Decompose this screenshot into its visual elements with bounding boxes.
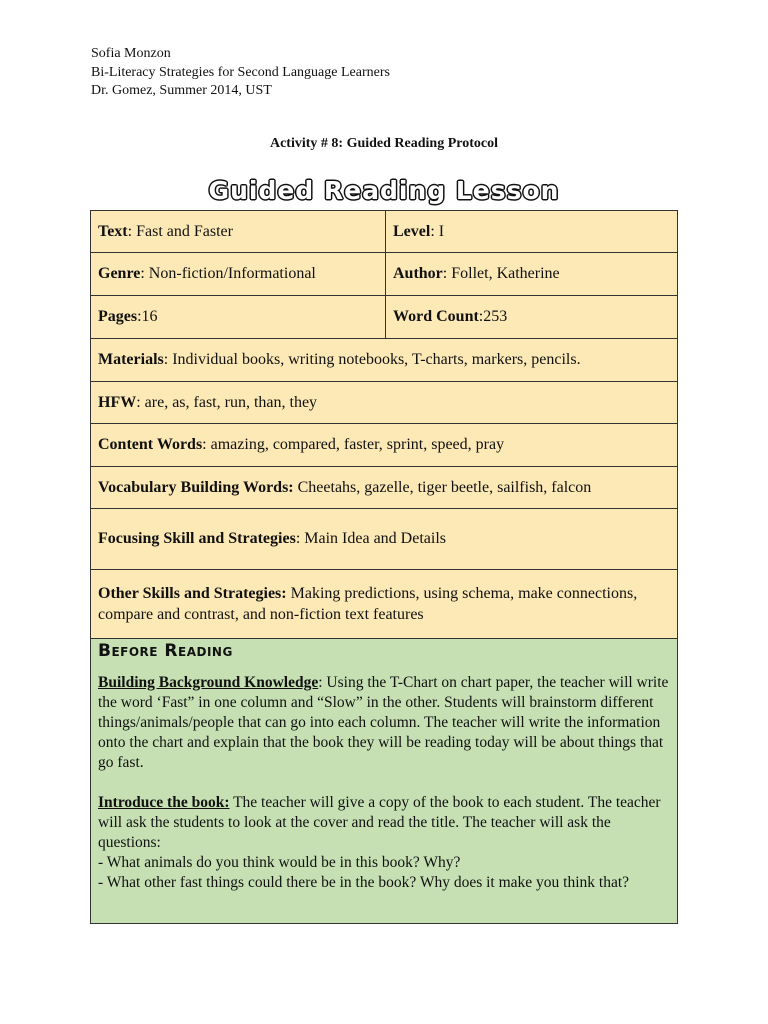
- focusing-skill-cell: Focusing Skill and Strategies: Main Idea and Details: [91, 509, 678, 570]
- lesson-info-table: [90, 210, 678, 639]
- table-row: [91, 570, 678, 639]
- table-row: [91, 211, 678, 253]
- table-row: [91, 509, 678, 570]
- author-cell: Author: Follet, Katherine: [386, 253, 678, 296]
- hfw-cell: HFW: are, as, fast, run, than, they: [91, 382, 678, 424]
- pages-cell: Pages:16: [91, 296, 386, 339]
- table-row: [91, 467, 678, 509]
- background-knowledge-paragraph: Building Background Knowledge: Using the T-Chart on chart paper, the teacher will write the word ‘Fast” in one column and “Slow” in the other. Students will brainstorm different things/animals/people that can go into each column. The teacher will write the information onto the chart and explain that the book they will be reading today will be about things that go fast.: [98, 674, 669, 771]
- table-row: [91, 424, 678, 467]
- genre-cell: Genre: Non-fiction/Informational: [91, 253, 386, 296]
- content-words-cell: Content Words: amazing, compared, faster, sprint, speed, pray: [91, 424, 678, 467]
- question-1: - What animals do you think would be in this book? Why?: [98, 854, 461, 871]
- document-header: [91, 45, 390, 101]
- before-reading-section: [90, 639, 678, 924]
- level-cell: Level: I: [386, 211, 678, 253]
- lesson-title: Guided Reading Lesson: [208, 176, 560, 205]
- table-row: [91, 296, 678, 339]
- before-reading-heading: Before Reading: [98, 641, 233, 661]
- table-row: [91, 339, 678, 382]
- author-name: Sofia Monzon: [91, 46, 171, 61]
- materials-cell: Materials: Individual books, writing notebooks, T-charts, markers, pencils.: [91, 339, 678, 382]
- activity-title: Activity # 8: Guided Reading Protocol: [269, 136, 498, 151]
- text-cell: Text: Fast and Faster: [91, 211, 386, 253]
- question-2: - What other fast things could there be in the book? Why does it make you think that?: [98, 874, 630, 891]
- table-row: [91, 253, 678, 296]
- word-count-cell: Word Count:253: [386, 296, 678, 339]
- course-name: Bi-Literacy Strategies for Second Language Learners: [91, 64, 390, 80]
- introduce-book-paragraph: Introduce the book: The teacher will give a copy of the book to each student. The teacher will ask the students to look at the cover and read the title. The teacher will ask the questions:: [98, 794, 661, 851]
- vocabulary-cell: Vocabulary Building Words: Cheetahs, gazelle, tiger beetle, sailfish, falcon: [91, 467, 678, 509]
- other-skills-cell: Other Skills and Strategies: Making predictions, using schema, make connections, compare and contrast, and non-fiction text features: [91, 570, 678, 639]
- instructor-term: Dr. Gomez, Summer 2014, UST: [91, 83, 272, 98]
- table-row: [91, 382, 678, 424]
